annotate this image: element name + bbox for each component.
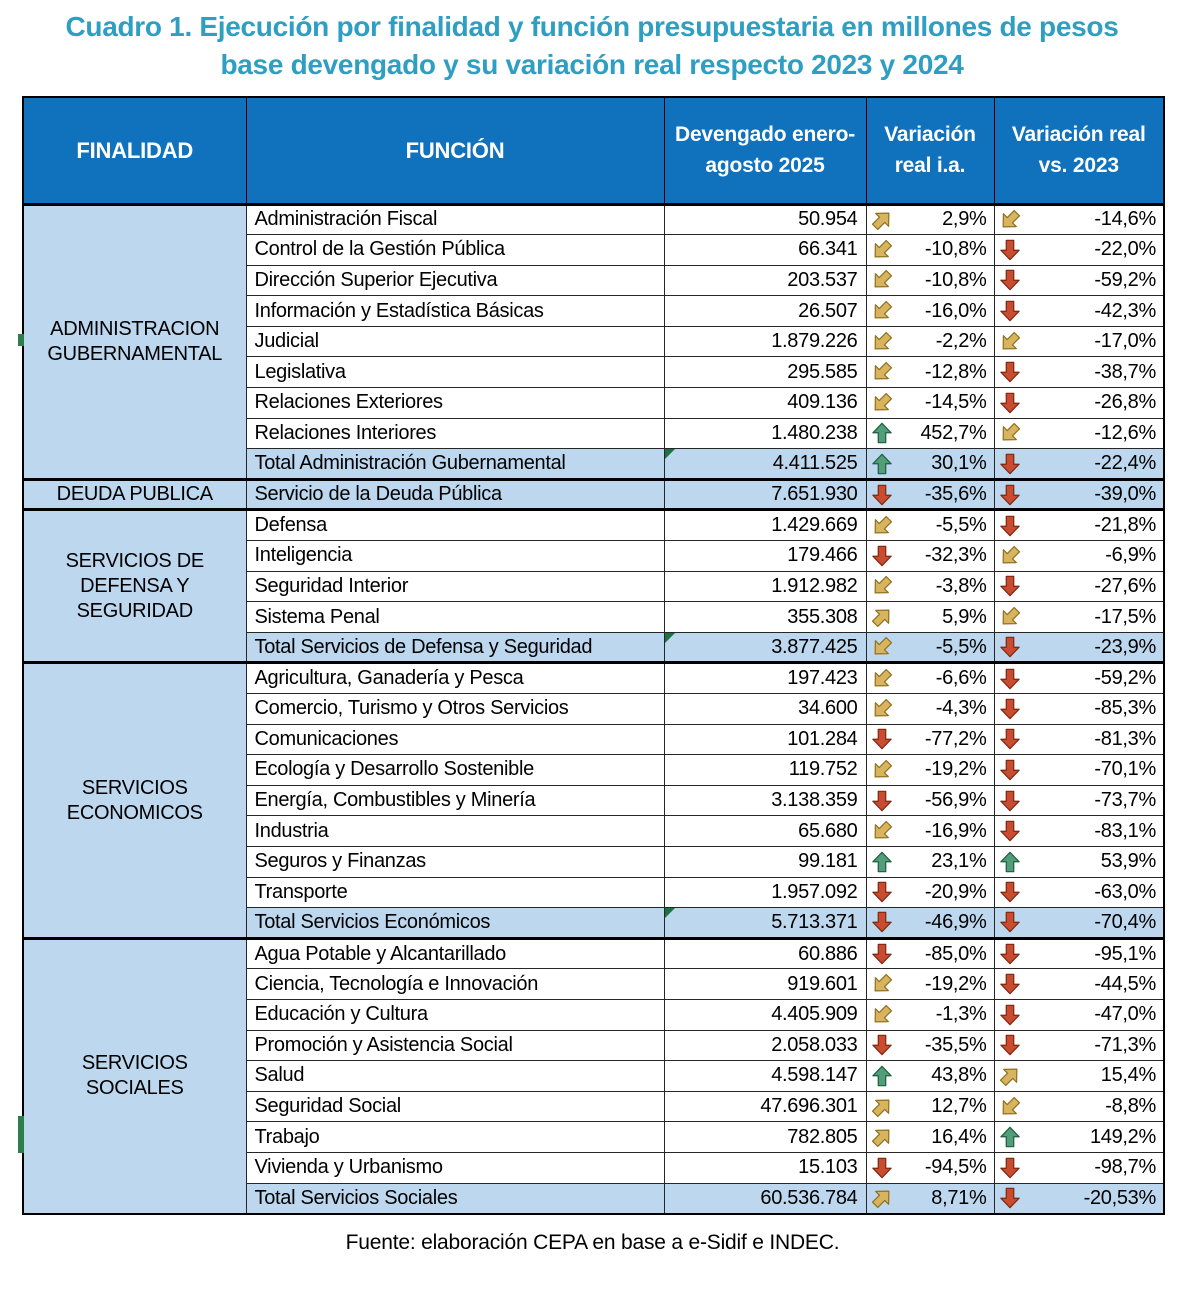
arrow-diagonal-down-gold-icon [871, 668, 893, 690]
finalidad-cell: DEUDA PUBLICA [23, 479, 246, 510]
variacion-2023-cell [994, 938, 1164, 969]
percent-value: -59,2% [1094, 667, 1156, 690]
variacion-2023-cell [994, 1030, 1164, 1061]
arrow-down-red-icon [999, 881, 1021, 903]
arrow-diagonal-down-gold-icon [871, 698, 893, 720]
devengado-cell: 7.651.930 [664, 479, 866, 510]
variacion-2023-cell [994, 846, 1164, 877]
percent-value: -1,3% [935, 1003, 987, 1026]
variacion-ia-cell [866, 602, 994, 633]
variacion-ia-cell [866, 908, 994, 939]
arrow-diagonal-down-gold-icon [871, 239, 893, 261]
arrow-down-red-icon [871, 790, 893, 812]
percent-value: -95,1% [1094, 942, 1156, 965]
percent-value: -73,7% [1094, 789, 1156, 812]
percent-value: -81,3% [1094, 727, 1156, 750]
variacion-ia-cell [866, 235, 994, 266]
variacion-2023-cell [994, 816, 1164, 847]
devengado-cell: 1.429.669 [664, 510, 866, 541]
arrow-diagonal-down-gold-icon [871, 331, 893, 353]
funcion-cell: Agricultura, Ganadería y Pesca [246, 663, 664, 694]
devengado-cell: 295.585 [664, 357, 866, 388]
funcion-cell: Defensa [246, 510, 664, 541]
arrow-down-red-icon [999, 515, 1021, 537]
arrow-down-red-icon [871, 1157, 893, 1179]
arrow-up-green-icon [999, 851, 1021, 873]
table-container [22, 96, 1163, 1215]
funcion-cell: Judicial [246, 326, 664, 357]
arrow-diagonal-up-gold-icon [871, 209, 893, 231]
variacion-ia-cell [866, 1152, 994, 1183]
variacion-2023-cell [994, 663, 1164, 694]
header-variacion-2023: Variación real vs. 2023 [994, 97, 1164, 204]
arrow-diagonal-down-gold-icon [999, 606, 1021, 628]
funcion-cell: Dirección Superior Ejecutiva [246, 265, 664, 296]
arrow-down-red-icon [999, 820, 1021, 842]
percent-value: -17,0% [1094, 330, 1156, 353]
arrow-down-red-icon [999, 239, 1021, 261]
funcion-cell: Relaciones Interiores [246, 418, 664, 449]
percent-value: -39,0% [1094, 483, 1156, 506]
funcion-cell: Trabajo [246, 1122, 664, 1153]
percent-value: -71,3% [1094, 1033, 1156, 1056]
source-note: Fuente: elaboración CEPA en base a e-Sidif e INDEC. [345, 1230, 840, 1254]
arrow-down-red-icon [999, 759, 1021, 781]
percent-value: -23,9% [1094, 635, 1156, 658]
devengado-cell: 1.879.226 [664, 326, 866, 357]
variacion-ia-cell [866, 816, 994, 847]
variacion-2023-cell [994, 357, 1164, 388]
variacion-2023-cell [994, 785, 1164, 816]
arrow-down-red-icon [999, 698, 1021, 720]
variacion-2023-cell [994, 724, 1164, 755]
percent-value: -14,6% [1094, 208, 1156, 231]
table-row [23, 663, 1164, 694]
percent-value: -77,2% [924, 727, 987, 750]
finalidad-cell: ADMINISTRACION GUBERNAMENTAL [23, 204, 246, 479]
devengado-cell: 179.466 [664, 541, 866, 572]
devengado-cell: 782.805 [664, 1122, 866, 1153]
arrow-down-red-icon [999, 1034, 1021, 1056]
funcion-cell: Total Servicios de Defensa y Seguridad [246, 632, 664, 663]
funcion-cell: Relaciones Exteriores [246, 388, 664, 419]
variacion-2023-cell [994, 908, 1164, 939]
funcion-cell: Educación y Cultura [246, 999, 664, 1030]
funcion-cell: Promoción y Asistencia Social [246, 1030, 664, 1061]
devengado-cell: 65.680 [664, 816, 866, 847]
funcion-cell: Transporte [246, 877, 664, 908]
arrow-up-green-icon [871, 1065, 893, 1087]
arrow-diagonal-down-gold-icon [871, 575, 893, 597]
funcion-cell: Total Servicios Económicos [246, 908, 664, 939]
variacion-2023-cell [994, 235, 1164, 266]
funcion-cell: Energía, Combustibles y Minería [246, 785, 664, 816]
arrow-diagonal-down-gold-icon [871, 269, 893, 291]
percent-value: -16,9% [924, 819, 987, 842]
arrow-diagonal-down-gold-icon [871, 759, 893, 781]
percent-value: -70,4% [1094, 910, 1156, 933]
percent-value: -12,8% [924, 360, 987, 383]
variacion-ia-cell [866, 969, 994, 1000]
percent-value: -19,2% [924, 972, 987, 995]
percent-value: -44,5% [1094, 972, 1156, 995]
devengado-cell: 1.912.982 [664, 571, 866, 602]
variacion-ia-cell [866, 938, 994, 969]
error-indicator-triangle [665, 449, 675, 459]
percent-value: 15,4% [1100, 1064, 1156, 1087]
devengado-cell: 2.058.033 [664, 1030, 866, 1061]
arrow-down-red-icon [999, 636, 1021, 658]
finalidad-cell: SERVICIOS DE DEFENSA Y SEGURIDAD [23, 510, 246, 663]
table-row [23, 510, 1164, 541]
devengado-cell: 3.877.425 [664, 632, 866, 663]
percent-value: -10,8% [924, 268, 987, 291]
arrow-down-red-icon [999, 1157, 1021, 1179]
variacion-ia-cell [866, 265, 994, 296]
table-header [23, 97, 1164, 204]
variacion-2023-cell [994, 1183, 1164, 1214]
percent-value: 12,7% [931, 1095, 987, 1118]
percent-value: -85,0% [924, 942, 987, 965]
table-title [0, 8, 1184, 84]
finalidad-cell: SERVICIOS ECONOMICOS [23, 663, 246, 938]
variacion-ia-cell [866, 1091, 994, 1122]
funcion-cell: Salud [246, 1061, 664, 1092]
variacion-2023-cell [994, 265, 1164, 296]
variacion-ia-cell [866, 663, 994, 694]
funcion-cell: Administración Fiscal [246, 204, 664, 235]
percent-value: -12,6% [1094, 421, 1156, 444]
devengado-cell: 4.598.147 [664, 1061, 866, 1092]
arrow-down-red-icon [999, 943, 1021, 965]
arrow-down-red-icon [871, 943, 893, 965]
arrow-down-red-icon [871, 728, 893, 750]
table-body [23, 204, 1164, 1214]
percent-value: -2,2% [935, 330, 987, 353]
variacion-ia-cell [866, 632, 994, 663]
arrow-diagonal-down-gold-icon [871, 820, 893, 842]
variacion-2023-cell [994, 602, 1164, 633]
variacion-2023-cell [994, 969, 1164, 1000]
variacion-2023-cell [994, 449, 1164, 480]
funcion-cell: Inteligencia [246, 541, 664, 572]
arrow-down-red-icon [999, 790, 1021, 812]
variacion-ia-cell [866, 1030, 994, 1061]
variacion-2023-cell [994, 204, 1164, 235]
variacion-ia-cell [866, 1061, 994, 1092]
variacion-ia-cell [866, 326, 994, 357]
header-row [23, 97, 1164, 204]
percent-value: 149,2% [1089, 1125, 1156, 1148]
arrow-down-red-icon [999, 300, 1021, 322]
funcion-cell: Información y Estadística Básicas [246, 296, 664, 327]
header-variacion-ia: Variación real i.a. [866, 97, 994, 204]
arrow-down-red-icon [999, 728, 1021, 750]
percent-value: -4,3% [935, 697, 987, 720]
variacion-2023-cell [994, 479, 1164, 510]
percent-value: 452,7% [920, 421, 987, 444]
funcion-cell: Vivienda y Urbanismo [246, 1152, 664, 1183]
variacion-2023-cell [994, 1152, 1164, 1183]
percent-value: -21,8% [1094, 514, 1156, 537]
variacion-ia-cell [866, 449, 994, 480]
percent-value: -83,1% [1094, 819, 1156, 842]
arrow-down-red-icon [871, 911, 893, 933]
arrow-down-red-icon [871, 545, 893, 567]
percent-value: -27,6% [1094, 574, 1156, 597]
percent-value: -22,4% [1094, 452, 1156, 475]
variacion-ia-cell [866, 724, 994, 755]
percent-value: -10,8% [924, 238, 987, 261]
arrow-down-red-icon [999, 361, 1021, 383]
arrow-down-red-icon [999, 1187, 1021, 1209]
arrow-down-red-icon [871, 881, 893, 903]
header-finalidad: FINALIDAD [23, 97, 246, 204]
green-marker-bar [18, 334, 24, 346]
devengado-cell: 66.341 [664, 235, 866, 266]
variacion-2023-cell [994, 571, 1164, 602]
funcion-cell: Servicio de la Deuda Pública [246, 479, 664, 510]
funcion-cell: Industria [246, 816, 664, 847]
funcion-cell: Comercio, Turismo y Otros Servicios [246, 694, 664, 725]
arrow-down-red-icon [999, 269, 1021, 291]
variacion-2023-cell [994, 388, 1164, 419]
variacion-ia-cell [866, 204, 994, 235]
percent-value: -5,5% [935, 514, 987, 537]
devengado-cell: 355.308 [664, 602, 866, 633]
devengado-cell: 34.600 [664, 694, 866, 725]
arrow-diagonal-up-gold-icon [871, 1126, 893, 1148]
variacion-ia-cell [866, 755, 994, 786]
percent-value: 8,71% [931, 1186, 987, 1209]
variacion-2023-cell [994, 755, 1164, 786]
arrow-down-red-icon [999, 392, 1021, 414]
devengado-cell: 1.957.092 [664, 877, 866, 908]
arrow-down-red-icon [999, 973, 1021, 995]
arrow-down-red-icon [999, 575, 1021, 597]
funcion-cell: Sistema Penal [246, 602, 664, 633]
arrow-diagonal-down-gold-icon [871, 1004, 893, 1026]
devengado-cell: 101.284 [664, 724, 866, 755]
variacion-ia-cell [866, 846, 994, 877]
devengado-cell: 99.181 [664, 846, 866, 877]
percent-value: -20,53% [1083, 1186, 1156, 1209]
percent-value: -22,0% [1094, 238, 1156, 261]
green-marker-bar [18, 1116, 24, 1153]
percent-value: 5,9% [942, 605, 987, 628]
finalidad-cell: SERVICIOS SOCIALES [23, 938, 246, 1213]
devengado-cell: 3.138.359 [664, 785, 866, 816]
arrow-down-red-icon [999, 1004, 1021, 1026]
percent-value: 2,9% [942, 208, 987, 231]
variacion-ia-cell [866, 479, 994, 510]
total-row [23, 479, 1164, 510]
arrow-diagonal-down-gold-icon [999, 331, 1021, 353]
funcion-cell: Comunicaciones [246, 724, 664, 755]
percent-value: -32,3% [924, 544, 987, 567]
percent-value: -20,9% [924, 880, 987, 903]
percent-value: -94,5% [924, 1156, 987, 1179]
budget-table [22, 96, 1165, 1215]
percent-value: -47,0% [1094, 1003, 1156, 1026]
arrow-diagonal-down-gold-icon [871, 300, 893, 322]
devengado-cell: 203.537 [664, 265, 866, 296]
percent-value: -6,6% [935, 667, 987, 690]
funcion-cell: Agua Potable y Alcantarillado [246, 938, 664, 969]
devengado-cell: 1.480.238 [664, 418, 866, 449]
funcion-cell: Seguridad Interior [246, 571, 664, 602]
variacion-2023-cell [994, 1061, 1164, 1092]
arrow-diagonal-down-gold-icon [999, 545, 1021, 567]
arrow-down-red-icon [999, 668, 1021, 690]
variacion-2023-cell [994, 1091, 1164, 1122]
devengado-cell: 50.954 [664, 204, 866, 235]
percent-value: -70,1% [1094, 758, 1156, 781]
variacion-ia-cell [866, 785, 994, 816]
percent-value: 23,1% [931, 850, 987, 873]
variacion-ia-cell [866, 694, 994, 725]
devengado-cell: 60.536.784 [664, 1183, 866, 1214]
funcion-cell: Total Servicios Sociales [246, 1183, 664, 1214]
arrow-diagonal-down-gold-icon [999, 422, 1021, 444]
arrow-diagonal-up-gold-icon [871, 1187, 893, 1209]
variacion-2023-cell [994, 1122, 1164, 1153]
table-title-line-2: base devengado y su variación real respecto 2023 y 2024 [220, 49, 964, 80]
variacion-ia-cell [866, 357, 994, 388]
devengado-cell: 15.103 [664, 1152, 866, 1183]
percent-value: 16,4% [931, 1125, 987, 1148]
variacion-ia-cell [866, 877, 994, 908]
variacion-2023-cell [994, 877, 1164, 908]
percent-value: -35,6% [924, 483, 987, 506]
percent-value: -17,5% [1094, 605, 1156, 628]
percent-value: -59,2% [1094, 268, 1156, 291]
percent-value: -16,0% [924, 299, 987, 322]
arrow-diagonal-down-gold-icon [871, 973, 893, 995]
devengado-cell: 60.886 [664, 938, 866, 969]
arrow-up-green-icon [871, 453, 893, 475]
table-row [23, 204, 1164, 235]
variacion-ia-cell [866, 1122, 994, 1153]
devengado-cell: 4.405.909 [664, 999, 866, 1030]
arrow-diagonal-down-gold-icon [871, 515, 893, 537]
header-funcion: FUNCIÓN [246, 97, 664, 204]
devengado-cell: 919.601 [664, 969, 866, 1000]
variacion-ia-cell [866, 296, 994, 327]
variacion-ia-cell [866, 510, 994, 541]
percent-value: -98,7% [1094, 1156, 1156, 1179]
arrow-diagonal-up-gold-icon [871, 606, 893, 628]
variacion-ia-cell [866, 1183, 994, 1214]
percent-value: -8,8% [1105, 1095, 1156, 1118]
arrow-down-red-icon [871, 1034, 893, 1056]
arrow-diagonal-down-gold-icon [999, 1096, 1021, 1118]
variacion-2023-cell [994, 326, 1164, 357]
percent-value: 43,8% [931, 1064, 987, 1087]
percent-value: -85,3% [1094, 697, 1156, 720]
devengado-cell: 47.696.301 [664, 1091, 866, 1122]
devengado-cell: 409.136 [664, 388, 866, 419]
arrow-up-green-icon [871, 422, 893, 444]
variacion-2023-cell [994, 632, 1164, 663]
table-row [23, 938, 1164, 969]
arrow-diagonal-down-gold-icon [871, 392, 893, 414]
percent-value: -35,5% [924, 1033, 987, 1056]
devengado-cell: 5.713.371 [664, 908, 866, 939]
variacion-2023-cell [994, 999, 1164, 1030]
percent-value: -6,9% [1105, 544, 1156, 567]
percent-value: -56,9% [924, 789, 987, 812]
percent-value: -3,8% [935, 574, 987, 597]
variacion-2023-cell [994, 296, 1164, 327]
arrow-down-red-icon [999, 911, 1021, 933]
table-title-line-1: Cuadro 1. Ejecución por finalidad y función presupuestaria en millones de pesos [65, 11, 1119, 42]
arrow-diagonal-up-gold-icon [871, 1096, 893, 1118]
variacion-2023-cell [994, 541, 1164, 572]
percent-value: -26,8% [1094, 391, 1156, 414]
header-devengado: Devengado enero-agosto 2025 [664, 97, 866, 204]
variacion-ia-cell [866, 388, 994, 419]
variacion-2023-cell [994, 418, 1164, 449]
error-indicator-triangle [665, 908, 675, 918]
variacion-2023-cell [994, 510, 1164, 541]
devengado-cell: 197.423 [664, 663, 866, 694]
percent-value: -42,3% [1094, 299, 1156, 322]
arrow-down-red-icon [871, 484, 893, 506]
arrow-diagonal-up-gold-icon [999, 1065, 1021, 1087]
percent-value: 30,1% [931, 452, 987, 475]
funcion-cell: Seguros y Finanzas [246, 846, 664, 877]
variacion-ia-cell [866, 571, 994, 602]
variacion-ia-cell [866, 541, 994, 572]
devengado-cell: 119.752 [664, 755, 866, 786]
percent-value: -46,9% [924, 910, 987, 933]
variacion-2023-cell [994, 694, 1164, 725]
funcion-cell: Control de la Gestión Pública [246, 235, 664, 266]
devengado-cell: 26.507 [664, 296, 866, 327]
funcion-cell: Ciencia, Tecnología e Innovación [246, 969, 664, 1000]
variacion-ia-cell [866, 999, 994, 1030]
arrow-down-red-icon [999, 453, 1021, 475]
arrow-diagonal-down-gold-icon [999, 209, 1021, 231]
percent-value: -14,5% [924, 391, 987, 414]
arrow-diagonal-down-gold-icon [871, 361, 893, 383]
funcion-cell: Total Administración Gubernamental [246, 449, 664, 480]
percent-value: -38,7% [1094, 360, 1156, 383]
arrow-up-green-icon [999, 1126, 1021, 1148]
funcion-cell: Seguridad Social [246, 1091, 664, 1122]
arrow-up-green-icon [871, 851, 893, 873]
percent-value: -19,2% [924, 758, 987, 781]
funcion-cell: Ecología y Desarrollo Sostenible [246, 755, 664, 786]
funcion-cell: Legislativa [246, 357, 664, 388]
arrow-down-red-icon [999, 484, 1021, 506]
percent-value: -5,5% [935, 635, 987, 658]
arrow-diagonal-down-gold-icon [871, 636, 893, 658]
percent-value: -63,0% [1094, 880, 1156, 903]
percent-value: 53,9% [1100, 850, 1156, 873]
variacion-ia-cell [866, 418, 994, 449]
error-indicator-triangle [665, 633, 675, 643]
devengado-cell: 4.411.525 [664, 449, 866, 480]
